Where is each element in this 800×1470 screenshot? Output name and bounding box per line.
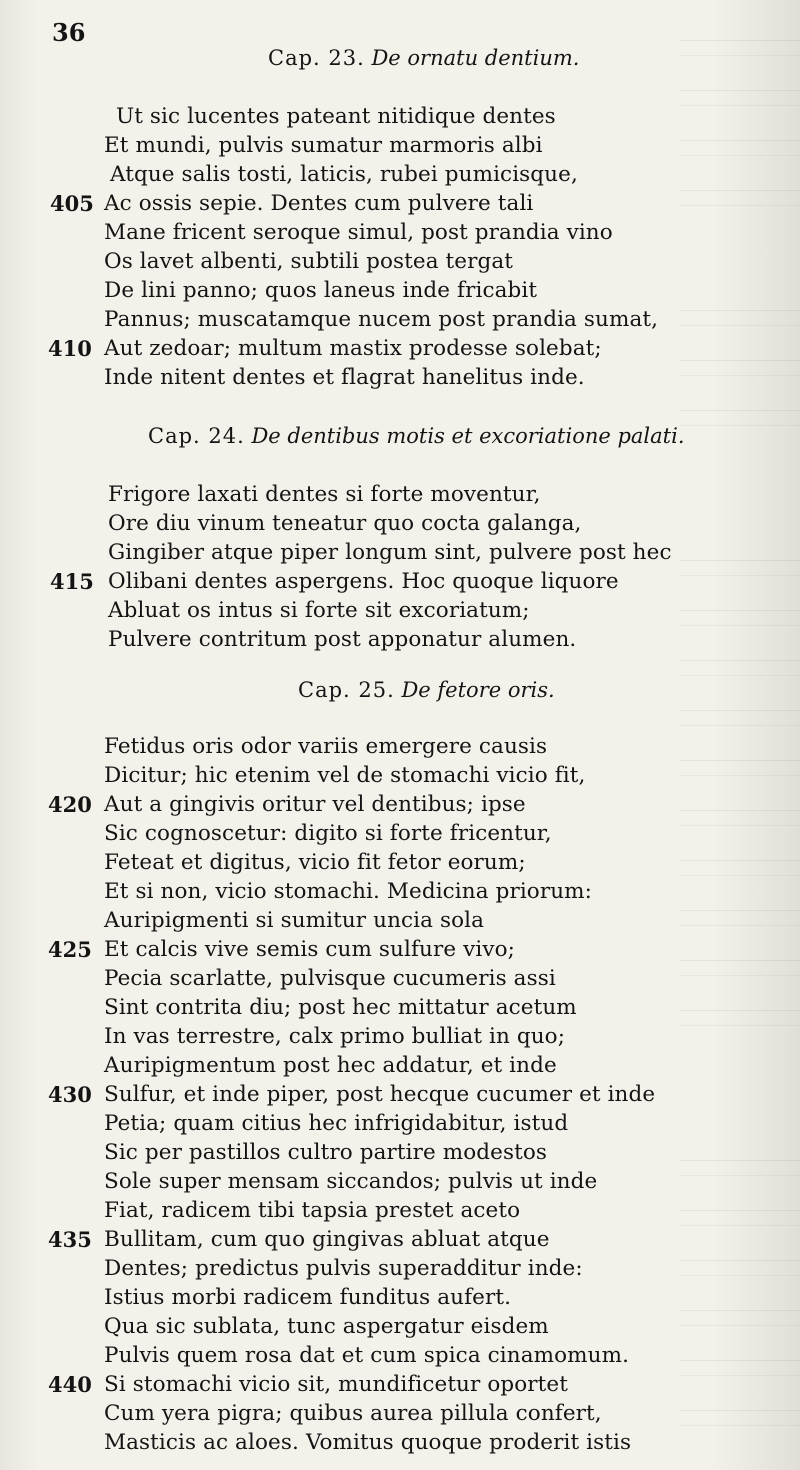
verse-line: Pecia scarlatte, pulvisque cucumeris assi [104, 966, 556, 991]
line-number: 440 [48, 1372, 92, 1397]
chapter-number: Cap. 25. [298, 678, 395, 702]
verse-line: Si stomachi vicio sit, mundificetur oportet [104, 1372, 568, 1397]
verse-line: Et calcis vive semis cum sulfure vivo; [104, 937, 515, 962]
verse-line: Ac ossis sepie. Dentes cum pulvere tali [104, 191, 534, 216]
line-number: 415 [50, 569, 94, 594]
verse-line: Os lavet albenti, subtili postea tergat [104, 249, 514, 274]
verse-line: Qua sic sublata, tunc aspergatur eisdem [104, 1314, 549, 1339]
verse-line: Atque salis tosti, laticis, rubei pumicisque, [110, 162, 578, 187]
verse-line: Mane fricent seroque simul, post prandia vino [104, 220, 613, 245]
verse-line: Feteat et digitus, vicio fit fetor eorum; [104, 850, 526, 875]
verse-line: Ut sic lucentes pateant nitidique dentes [116, 104, 556, 129]
line-number: 410 [48, 336, 92, 361]
line-number: 430 [48, 1082, 92, 1107]
verse-line: Sic cognoscetur: digito si forte fricentur, [104, 821, 552, 846]
page-number: 36 [52, 18, 86, 47]
verse-line: Sole super mensam siccandos; pulvis ut inde [104, 1169, 598, 1194]
verse-line: Auripigmentum post hec addatur, et inde [104, 1053, 557, 1078]
verse-line: Sint contrita diu; post hec mittatur acetum [104, 995, 577, 1020]
verse-line: Cum yera pigra; quibus aurea pillula confert, [104, 1401, 602, 1426]
bleed-through-texture [680, 20, 800, 1440]
chapter-title: De fetore oris. [401, 678, 555, 702]
chapter-title: De ornatu dentium. [371, 46, 580, 70]
verse-line: Fiat, radicem tibi tapsia prestet aceto [104, 1198, 521, 1223]
verse-line: Et si non, vicio stomachi. Medicina priorum: [104, 879, 593, 904]
chapter-number: Cap. 23. [268, 46, 365, 70]
verse-line: Frigore laxati dentes si forte moventur, [108, 482, 541, 507]
verse-line: Pannus; muscatamque nucem post prandia sumat, [104, 307, 659, 332]
chapter-title: De dentibus motis et excoriatione palati. [251, 424, 685, 448]
verse-line: Inde nitent dentes et flagrat hanelitus inde. [104, 365, 585, 390]
verse-line: De lini panno; quos laneus inde fricabit [104, 278, 538, 303]
verse-line: Gingiber atque piper longum sint, pulvere post hec [108, 540, 672, 565]
verse-line: Olibani dentes aspergens. Hoc quoque liquore [108, 569, 619, 594]
verse-line: In vas terrestre, calx primo bulliat in quo; [104, 1024, 566, 1049]
verse-line: Dicitur; hic etenim vel de stomachi vicio fit, [104, 763, 586, 788]
chapter-number: Cap. 24. [148, 424, 245, 448]
verse-line: Sulfur, et inde piper, post hecque cucumer et inde [104, 1082, 656, 1107]
verse-line: Aut a gingivis oritur vel dentibus; ipse [104, 792, 526, 817]
verse-line: Bullitam, cum quo gingivas abluat atque [104, 1227, 550, 1252]
verse-line: Dentes; predictus pulvis superadditur inde: [104, 1256, 583, 1281]
verse-line: Masticis ac aloes. Vomitus quoque proderit istis [104, 1430, 632, 1455]
line-number: 405 [50, 191, 94, 216]
verse-line: Petia; quam citius hec infrigidabitur, istud [104, 1111, 569, 1136]
verse-line: Sic per pastillos cultro partire modestos [104, 1140, 548, 1165]
verse-line: Pulvere contritum post apponatur alumen. [108, 627, 577, 652]
verse-line: Pulvis quem rosa dat et cum spica cinamomum. [104, 1343, 630, 1368]
verse-line: Istius morbi radicem funditus aufert. [104, 1285, 512, 1310]
verse-line: Auripigmenti si sumitur uncia sola [104, 908, 485, 933]
verse-line: Ore diu vinum teneatur quo cocta galanga, [108, 511, 582, 536]
line-number: 420 [48, 792, 92, 817]
chapter-heading-23 [0, 46, 800, 70]
chapter-heading-25 [0, 678, 800, 702]
verse-line: Fetidus oris odor variis emergere causis [104, 734, 548, 759]
chapter-heading-24 [0, 424, 800, 448]
verse-line: Abluat os intus si forte sit excoriatum; [108, 598, 530, 623]
line-number: 435 [48, 1227, 92, 1252]
line-number: 425 [48, 937, 92, 962]
verse-line: Aut zedoar; multum mastix prodesse solebat; [104, 336, 602, 361]
verse-line: Et mundi, pulvis sumatur marmoris albi [104, 133, 543, 158]
